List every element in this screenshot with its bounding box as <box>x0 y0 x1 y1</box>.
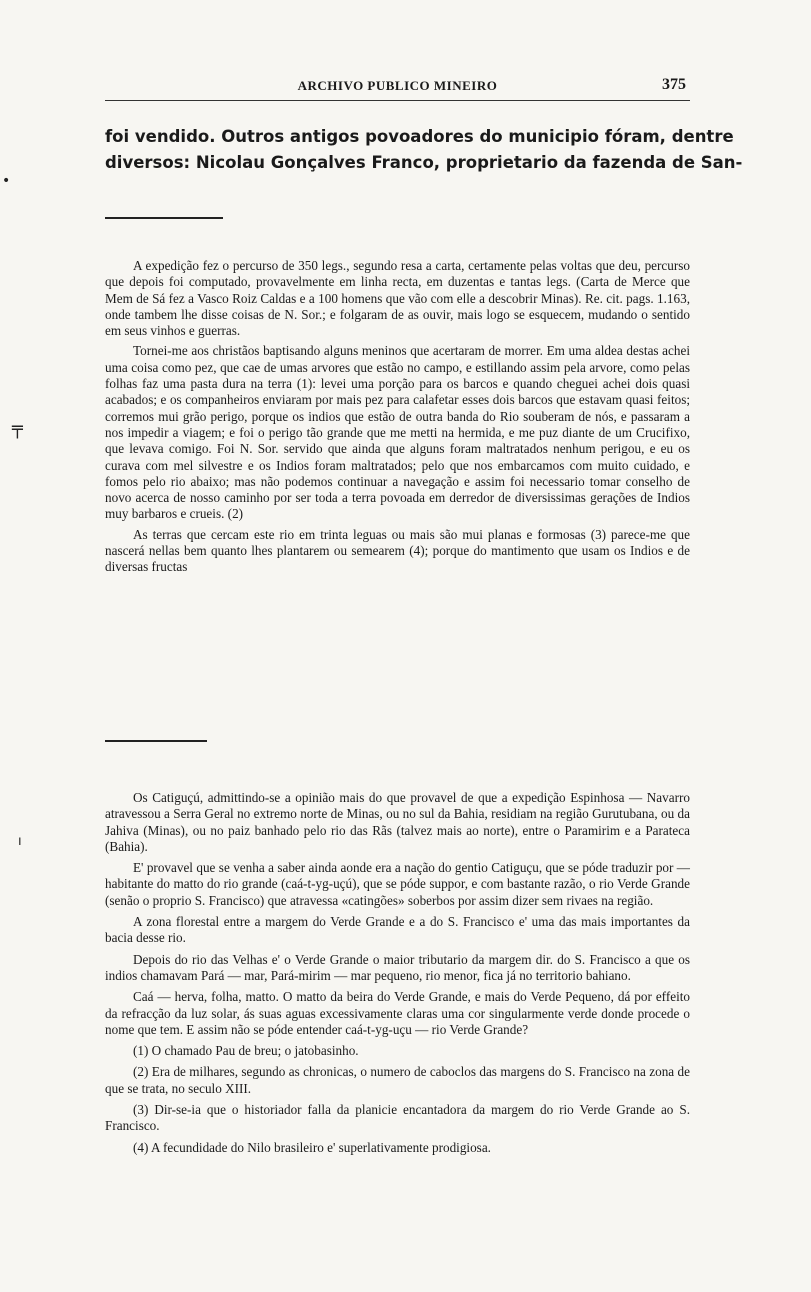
note-paragraph: E' provavel que se venha a saber ainda aonde era a nação do gentio Catiguçu, que se póde traduzir por — habitante do matto do rio grande (caá-t-yg-uçú), que se póde suppor, e com bastante razão, o rio Verde Grande (senão o proprio S. Francisco) que atravessa «catingões» soberbos por assim dizer sem rivaes na região. <box>105 860 690 908</box>
numbered-note: (3) Dir-se-ia que o historiador falla da planicie encantadora da margem do rio Verde Grande ao S. Francisco. <box>105 1102 690 1134</box>
note-paragraph: Caá — herva, folha, matto. O matto da beira do Verde Grande, e mais do Verde Pequeno, dá por effeito da refracção da luz solar, ás suas aguas excessivamente claras uma cor singularmente verde donde procede o nome que tem. E assim não se póde entender caá-t-yg-uçu — rio Verde Grande? <box>105 989 690 1037</box>
footnote-paragraph: As terras que cercam este rio em trinta leguas ou mais são mui planas e formosas (3) parece-me que nascerá nellas bem quanto lhes plantarem ou semearem (4); porque do mantimento que usam os Indios e de diversas fructas <box>105 526 690 575</box>
margin-dot-mark: • <box>2 173 11 189</box>
numbered-note: (4) A fecundidade do Nilo brasileiro e' superlativamente prodigiosa. <box>133 1139 491 1155</box>
numbered-note: (2) Era de milhares, segundo as chronicas, o numero de caboclos das margens do S. Francisco na zona de que se trata, no seculo XIII. <box>105 1064 690 1096</box>
margin-pin-mark: ╤ <box>12 418 23 439</box>
note-paragraph: Os Catiguçú, admittindo-se a opinião mais do que provavel de que a expedição Espinhosa — Navarro atravessou a Serra Geral no extremo norte de Minas, ou no sul da Bahia, residiam na região Gurutubana, ou da Jahiva (Minas), ou no paiz banhado pelo rio das Rãs (talvez mais ao norte), entre o Paramirim e a Parateca (Bahia). <box>105 790 690 854</box>
footnote-separator-top <box>105 217 223 219</box>
note-paragraph: A zona florestal entre a margem do Verde Grande e a do S. Francisco e' uma das mais importantes da bacia desse rio. <box>105 914 690 946</box>
footnote-paragraph: A expedição fez o percurso de 350 legs., segundo resa a carta, certamente pelas voltas que deu, percurso que depois foi computado, provavelmente em linha recta, em duzentas e tantas legs. (Carta de Merce que Mem de Sá fez a Vasco Roiz Caldas e a 100 homens que vão com elle a descobrir Minas). Re. cit. pags. 1.163, onde tambem lhe disse coisas de N. Sor.; e folgaram de as ouvir, mais logo se esquecem, mudando o sentido em seus vinhos e guerras. <box>105 258 690 339</box>
running-header <box>105 76 690 101</box>
main-body-text <box>105 124 743 176</box>
body-line-1: foi vendido. Outros antigos povoadores do municipio fóram, dentre <box>105 127 734 146</box>
header-title: ARCHIVO PUBLICO MINEIRO <box>297 78 498 93</box>
page-number: 375 <box>662 76 686 93</box>
note-paragraph: Depois do rio das Velhas e' o Verde Grande o maior tributario da margem dir. do S. Francisco a que os indios chamavam Pará — mar, Pará-mirim — mar pequeno, rio menor, fica já no territorio bahiano. <box>105 951 690 983</box>
margin-tick-mark: ı <box>18 834 22 849</box>
footnote-separator-bottom <box>105 740 207 742</box>
numbered-note: (1) O chamado Pau de breu; o jatobasinho. <box>133 1043 359 1059</box>
footnote-block-bottom <box>105 790 690 1161</box>
footnote-block-top <box>105 258 690 580</box>
body-line-2: diversos: Nicolau Gonçalves Franco, proprietario da fazenda de San- <box>105 153 743 172</box>
footnote-paragraph: Tornei-me aos christãos baptisando alguns meninos que acertaram de morrer. Em uma aldea destas achei uma coisa como pez, que cae de umas arvores que estão no campo, e estillando assim pela arvore, como pelas folhas faz uma pasta dura na terra (1): levei uma porção para os barcos e quando cheguei achei dois quasi acabados; e os companheiros enviaram por mais pez para calafetar esses dois barcos que estavam quasi feitos; corremos mui grão perigo, porque os indios que estão de outra banda do Rio souberam de nós, e passaram a nos impedir a viagem; e foi o perigo tão grande que me metti na hermida, e me puz diante de um Crucifixo, que levava comigo. Foi N. Sor. servido que ainda que alguns foram maltratados nenhum perigou, e eu os curava com mel silvestre e os Indios foram maltratados; pelo que nos embarcamos com muito cuidado, e fomos pelo rio abaixo; mas não podemos continuar a navegação e assim foi necessario tomar conselho de novo acerca de nosso caminho por ser toda a terra povoada em derredor de diversissimas gerações de Indios muy barbaros e crueis. (2) <box>105 343 690 522</box>
